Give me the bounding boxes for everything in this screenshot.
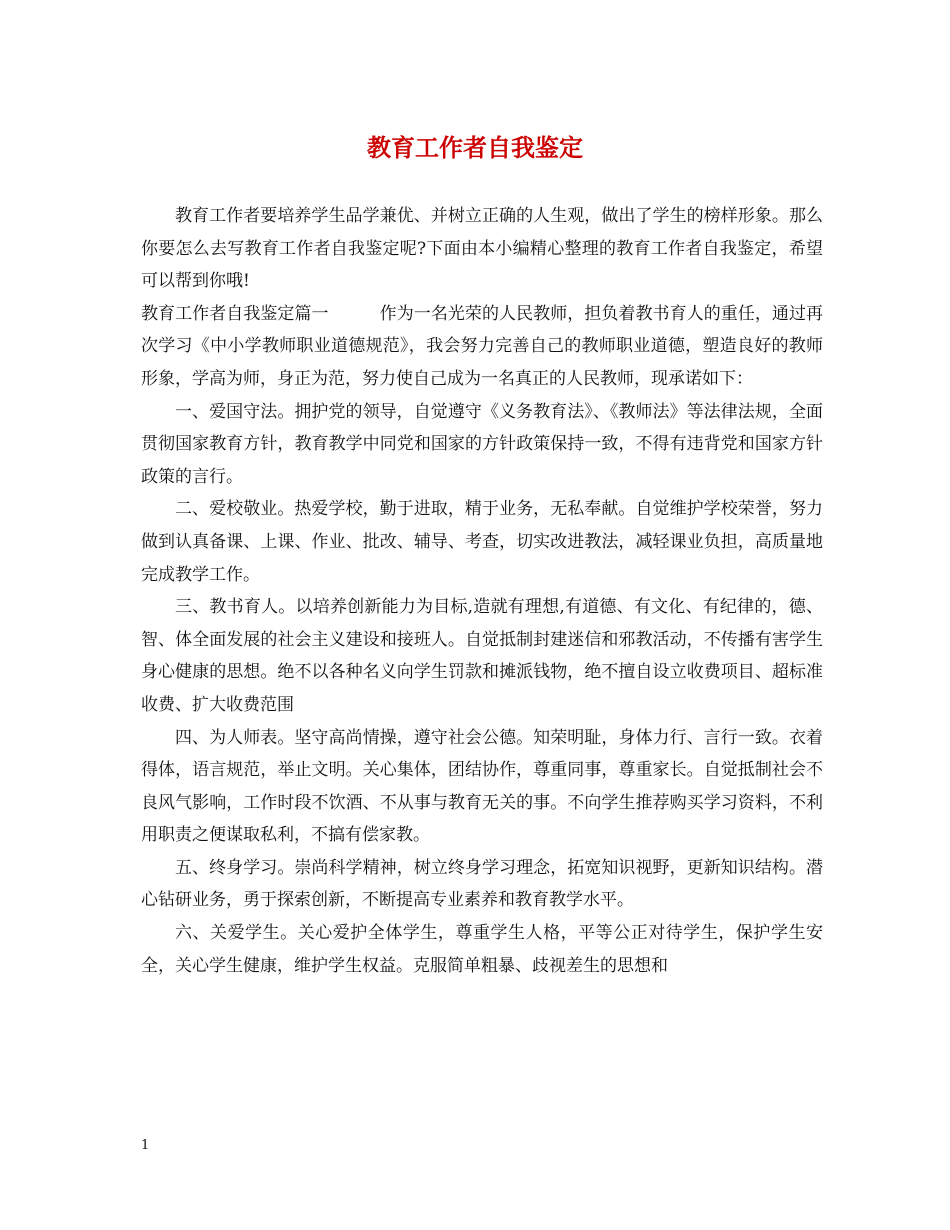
page-number: 1 [141,1138,150,1153]
item-paragraph-5: 五、终身学习。崇尚科学精神，树立终身学习理念，拓宽知识视野，更新知识结构。潜心钻研业务，勇于探索创新，不断提高专业素养和教育教学水平。 [141,857,823,911]
item-paragraph-3: 三、教书育人。以培养创新能力为目标,造就有理想,有道德、有文化、有纪律的，德、智、体全面发展的社会主义建设和接班人。自觉抵制封建迷信和邪教活动，不传播有害学生身心健康的思想。绝不以各种名义向学生罚款和摊派钱物，绝不擅自设立收费项目、超标准收费、扩大收费范围 [141,597,823,715]
item-paragraph-6: 六、关爱学生。关心爱护全体学生，尊重学生人格，平等公正对待学生，保护学生安全，关心学生健康，维护学生权益。克服简单粗暴、歧视差生的思想和 [141,923,823,976]
section-heading: 教育工作者自我鉴定篇一 [141,303,329,324]
item-paragraph-1: 一、爱国守法。拥护党的领导，自觉遵守《义务教育法》、《教师法》等法律法规，全面贯彻国家教育方针，教育教学中同党和国家的方针政策保持一致，不得有违背党和国家方针政策的言行。 [141,401,823,487]
document-body [141,200,823,982]
item-paragraph-4: 四、为人师表。坚守高尚情操，遵守社会公德。知荣明耻，身体力行、言行一致。衣着得体，语言规范，举止文明。关心集体，团结协作，尊重同事，尊重家长。自觉抵制社会不良风气影响，工作时段不饮酒、不从事与教育无关的事。不向学生推荐购买学习资料，不利用职责之便谋取私利，不搞有偿家教。 [141,727,823,846]
section-paragraph [141,298,823,396]
section-lead: 作为一名光荣的人民教师，担负着教书育人的重任，通过再次学习《中小学教师职业道德规范》，我会努力完善自己的教师职业道德，塑造良好的教师形象，学高为师，身正为范，努力使自己成为一名真正的人民教师，现承诺如下： [141,303,824,389]
document-title: 教育工作者自我鉴定 [367,133,583,162]
intro-paragraph: 教育工作者要培养学生品学兼优、并树立正确的人生观，做出了学生的榜样形象。那么你要怎么去写教育工作者自我鉴定呢?下面由本小编精心整理的教育工作者自我鉴定，希望可以帮到你哦! [141,206,823,292]
item-paragraph-2: 二、爱校敬业。热爱学校，勤于进取，精于业务，无私奉献。自觉维护学校荣誉，努力做到认真备课、上课、作业、批改、辅导、考查，切实改进教法，减轻课业负担，高质量地完成教学工作。 [141,499,823,585]
